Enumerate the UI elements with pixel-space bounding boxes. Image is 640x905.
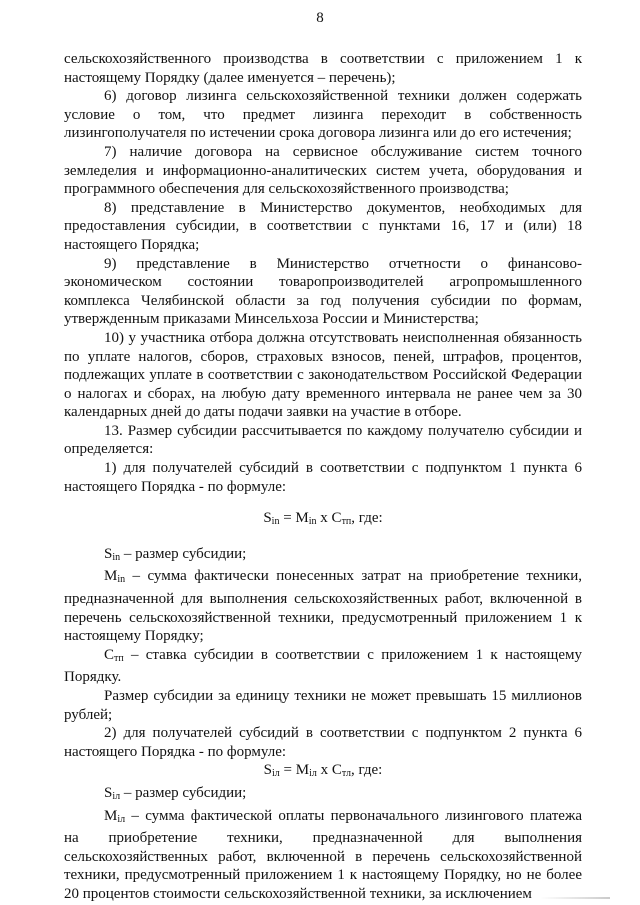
paragraph-item-10: 10) у участника отбора должна отсутствовать неисполненная обязанность по уплате налогов, сборов, страховых взносов, пеней, штрафов, процентов, подлежащих уплате в соответствии с законодательством Российской Федерации о налогах и сборах, на любую дату временного интервала не ранее чем за 30 календарных дней до даты подачи заявки на участие в отборе. — [64, 329, 582, 421]
formula-operator: x — [316, 510, 332, 527]
formula-symbol: C — [331, 510, 342, 527]
definition-c-tp — [64, 646, 582, 687]
def-subscript: iл — [112, 790, 121, 802]
formula-symbol: C — [331, 762, 342, 779]
def-symbol: S — [104, 784, 113, 801]
page-number: 8 — [316, 10, 324, 26]
def-subscript: iл — [117, 813, 126, 825]
def-text: – размер субсидии; — [120, 545, 247, 562]
scan-artifact — [540, 897, 610, 899]
formula-subscript: in — [271, 516, 280, 528]
formula-subscript: тл — [341, 768, 351, 780]
def-symbol: M — [104, 807, 118, 824]
definition-s-il — [64, 784, 582, 807]
def-text: – ставка субсидии в соответствии с приложением 1 к настоящему Порядку. — [64, 646, 582, 686]
formula-subscript: iл — [271, 768, 280, 780]
formula-symbol: M — [295, 762, 310, 779]
paragraph-limit: Размер субсидии за единицу техники не может превышать 15 миллионов рублей; — [64, 688, 582, 723]
formula-subscript: тп — [341, 516, 352, 528]
definition-s-in — [64, 545, 582, 568]
paragraph-item-8: 8) представление в Министерство документов, необходимых для предоставления субсидии, в соответствии с пунктами 16, 17 и (или) 18 настоящего Порядка; — [64, 199, 582, 253]
paragraph-item-7: 7) наличие договора на сервисное обслуживание систем точного земледелия и информационно-аналитических систем учета, оборудования и программного обеспечения для сельскохозяйственного производства; — [64, 143, 582, 198]
formula-operator: x — [316, 762, 332, 779]
def-subscript: in — [117, 574, 126, 586]
formula-leasing — [64, 761, 582, 784]
paragraph-subclause-1: 1) для получателей субсидий в соответствии с подпунктом 1 пункта 6 настоящего Порядка - по формуле: — [64, 460, 582, 495]
formula-subscript: in — [308, 516, 317, 528]
def-subscript: тп — [114, 652, 124, 664]
def-symbol: S — [104, 545, 113, 562]
definition-m-in — [64, 567, 582, 645]
formula-purchase — [64, 509, 582, 532]
formula-tail: , где: — [350, 762, 383, 779]
paragraph-clause-13: 13. Размер субсидии рассчитывается по каждому получателю субсидии и определяется: — [64, 422, 582, 458]
def-text: – размер субсидии; — [120, 784, 247, 801]
def-text: – сумма фактической оплаты первоначального лизингового платежа на приобретение техники, предназначенной для выполнения сельскохозяйственных работ, включенной в перечень сельскохозяйственной техники, предусмотренный приложением 1 к настоящему Порядку, но не более 20 процентов стоимости сельскохозяйственной техники, за исключением — [64, 807, 582, 902]
paragraph-subclause-2: 2) для получателей субсидий в соответствии с подпунктом 2 пункта 6 настоящего Порядка - по формуле: — [64, 725, 582, 760]
def-subscript: in — [112, 551, 121, 563]
document-body — [64, 50, 582, 904]
paragraph-item-6: 6) договор лизинга сельскохозяйственной техники должен содержать условие о том, что предмет лизинга переходит в собственность лизингополучателя по истечении срока договора лизинга или до его истечения; — [64, 88, 582, 142]
formula-symbol: S — [263, 510, 272, 527]
formula-symbol: M — [295, 510, 309, 527]
paragraph-continuation: сельскохозяйственного производства в соответствии с приложением 1 к настоящему Порядку (далее именуется – перечень); — [64, 51, 582, 86]
def-symbol: M — [104, 568, 118, 585]
paragraph-item-9: 9) представление в Министерство отчетности о финансово-экономическом состоянии товаропроизводителей агропромышленного комплекса Челябинской области за год получения субсидии по формам, утвержденным приказами Минсельхоза России и Министерства; — [64, 255, 582, 328]
definition-m-il — [64, 807, 582, 904]
formula-tail: , где: — [351, 510, 383, 527]
formula-operator: = — [279, 762, 296, 779]
def-text: – сумма фактически понесенных затрат на приобретение техники, предназначенной для выполнения сельскохозяйственных работ, включенной в перечень сельскохозяйственной техники, предусмотренный приложением 1 к настоящему Порядку; — [64, 568, 582, 645]
def-symbol: C — [104, 646, 115, 663]
formula-symbol: S — [263, 762, 272, 779]
formula-subscript: iл — [309, 768, 317, 780]
formula-operator: = — [279, 510, 296, 527]
